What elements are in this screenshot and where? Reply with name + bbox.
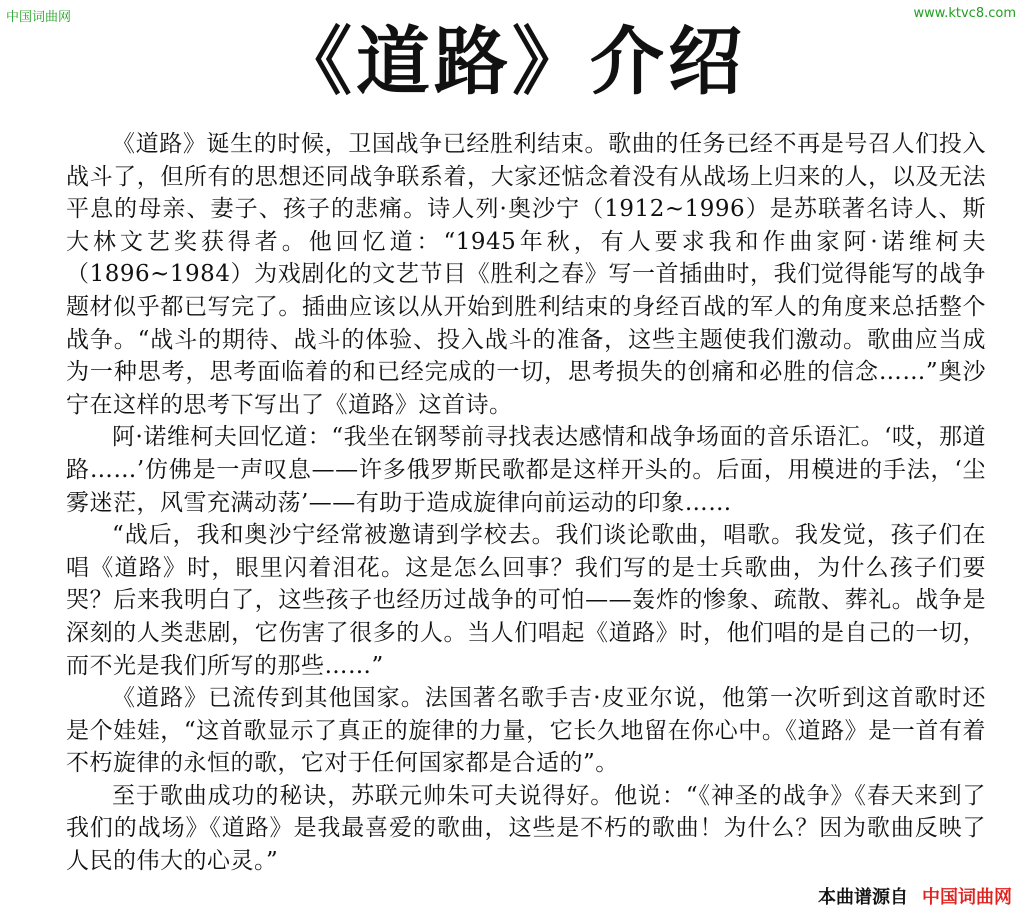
paragraph-5: 至于歌曲成功的秘诀，苏联元帅朱可夫说得好。他说：“《神圣的战争》《春天来到了我们的战场》《道路》是我最喜爱的歌曲，这些是不朽的歌曲！为什么？因为歌曲反映了人民的伟大的心灵。” xyxy=(66,782,986,875)
source-footer xyxy=(818,883,1012,909)
paragraph-2: 阿·诺维柯夫回忆道：“我坐在钢琴前寻找表达感情和战争场面的音乐语汇。‘哎，那道路……’仿佛是一声叹息——许多俄罗斯民歌都是这样开头的。后面，用模进的手法，‘尘雾迷茫，风雪充满动荡’——有助于造成旋律向前运动的印象…… xyxy=(66,424,986,516)
paragraph-3: “战后，我和奥沙宁经常被邀请到学校去。我们谈论歌曲，唱歌。我发觉，孩子们在唱《道路》时，眼里闪着泪花。这是怎么回事？我们写的是士兵歌曲，为什么孩子们要哭？后来我明白了，这些孩子也经历过战争的可怕——轰炸的惨象、疏散、葬礼。战争是深刻的人类悲剧，它伤害了很多的人。当人们唱起《道路》时，他们唱的是自己的一切，而不光是我们所写的那些……” xyxy=(66,522,986,679)
paragraph-4: 《道路》已流传到其他国家。法国著名歌手吉·皮亚尔说，他第一次听到这首歌时还是个娃娃，“这首歌显示了真正的旋律的力量，它长久地留在你心中。《道路》是一首有着不朽旋律的永恒的歌，它对于任何国家都是合适的”。 xyxy=(66,685,986,777)
site-watermark-left: 中国词曲网 xyxy=(6,10,72,25)
page-title: 《道路》介绍 xyxy=(278,19,746,105)
footer-source-label: 本曲谱源自 xyxy=(818,887,908,908)
article-body xyxy=(66,128,986,878)
footer-site-name: 中国词曲网 xyxy=(922,887,1012,908)
paragraph-1: 《道路》诞生的时候，卫国战争已经胜利结束。歌曲的任务已经不再是号召人们投入战斗了，但所有的思想还同战争联系着，大家还惦念着没有从战场上归来的人，以及无法平息的母亲、妻子、孩子的悲痛。诗人列·奥沙宁（1912~1996）是苏联著名诗人、斯大林文艺奖获得者。他回忆道：“1945年秋，有人要求我和作曲家阿·诺维柯夫（1896~1984）为戏剧化的文艺节目《胜利之春》写一首插曲时，我们觉得能写的战争题材似乎都已写完了。插曲应该以从开始到胜利结束的身经百战的军人的角度来总括整个战争。“战斗的期待、战斗的体验、投入战斗的准备，这些主题使我们激动。歌曲应当成为一种思考，思考面临着的和已经完成的一切，思考损失的创痛和必胜的信念……”奥沙宁在这样的思考下写出了《道路》这首诗。 xyxy=(66,131,986,418)
site-watermark-right: www.ktvc8.com xyxy=(913,6,1016,21)
